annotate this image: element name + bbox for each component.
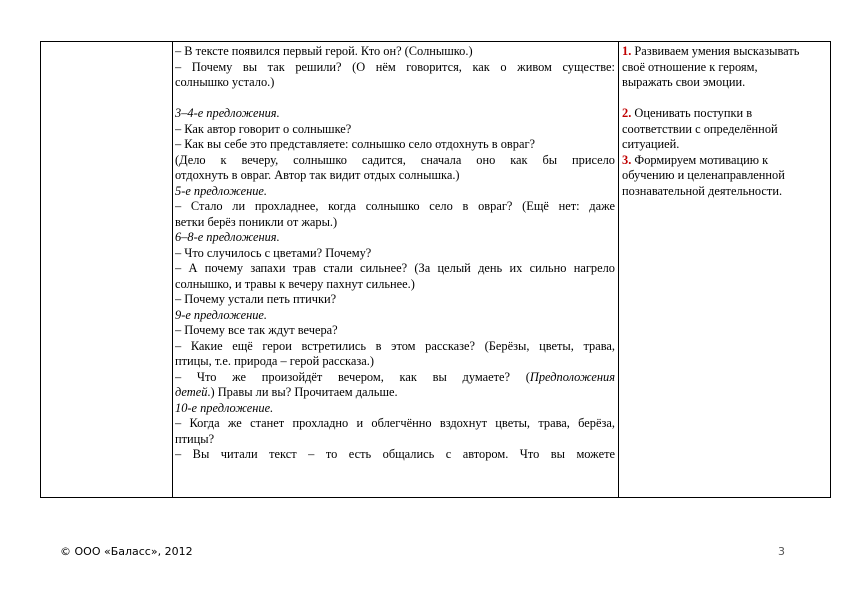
goal-number: 2.	[622, 106, 632, 120]
lesson-line: детей.) Правы ли вы? Прочитаем дальше.	[175, 385, 398, 399]
column-divider-right	[618, 42, 619, 497]
goal-text: Оценивать поступки в	[634, 106, 753, 120]
goal-text: ситуацией.	[622, 137, 680, 151]
lesson-line: ветки берёз поникли от жары.)	[175, 214, 338, 229]
lesson-line	[175, 91, 615, 107]
lesson-line: – Что случилось с цветами? Почему?	[175, 245, 372, 260]
goal-text: Развиваем умения высказывать	[634, 44, 800, 58]
column-divider-left	[172, 42, 173, 497]
lesson-line: отдохнуть в овраг. Автор так видит отдых солнышка.)	[175, 168, 460, 182]
section-heading: 3–4-е предложения.	[175, 106, 280, 120]
section-heading: 10-е предложение.	[175, 400, 274, 415]
lesson-line: птицы?	[175, 431, 215, 446]
lesson-line: птицы, т.е. природа – герой рассказа.)	[175, 354, 374, 368]
section-heading: 9-е предложение.	[175, 307, 268, 322]
lesson-line: – Какие ещё герои встретились в этом рассказе? (Берёзы, цветы, трава,	[175, 338, 615, 353]
section-heading: 5-е предложение.	[175, 183, 268, 198]
lesson-line: – В тексте появился первый герой. Кто он? (Солнышко.)	[175, 44, 473, 58]
lesson-line: (Дело к вечеру, солнышко садится, сначала оно как бы присело	[175, 152, 615, 167]
goal-text: обучению и целенаправленной	[622, 168, 785, 182]
lesson-line: – Когда же станет прохладно и облегчённо вздохнут цветы, трава, берёза,	[175, 416, 615, 430]
lesson-line: – Что же произойдёт вечером, как вы думаете? (Предположения	[175, 369, 615, 384]
goal-text: выражать свои эмоции.	[622, 75, 746, 89]
lesson-content-column	[175, 44, 615, 496]
goal-number: 3.	[622, 152, 632, 167]
lesson-line: – Почему устали петь птички?	[175, 292, 337, 306]
lesson-line: – Стало ли прохладнее, когда солнышко село в овраг? (Ещё нет: даже	[175, 199, 615, 213]
lesson-line: – Как автор говорит о солнышке?	[175, 121, 352, 136]
goal-item	[622, 153, 827, 200]
page-number: 3	[778, 545, 785, 558]
lesson-line: – Почему все так ждут вечера?	[175, 323, 338, 337]
goal-text: своё отношение к героям,	[622, 59, 758, 74]
lesson-line: – Почему вы так решили? (О нём говорится, как о живом существе:	[175, 59, 615, 74]
lesson-line: – А почему запахи трав стали сильнее? (За целый день их сильно нагрело	[175, 261, 615, 275]
goal-text: познавательной деятельности.	[622, 183, 783, 198]
lesson-line: солнышко, и травы к вечеру пахнут сильнее.)	[175, 276, 415, 291]
goal-number: 1.	[622, 44, 632, 58]
section-heading: 6–8-е предложения.	[175, 230, 280, 244]
footer-copyright: © ООО «Баласс», 2012	[60, 545, 193, 558]
lesson-table	[40, 41, 831, 498]
goal-item	[622, 44, 827, 91]
goal-item	[622, 106, 827, 153]
lesson-line: – Как вы себе это представляете: солнышко село отдохнуть в овраг?	[175, 137, 536, 151]
goals-column	[622, 44, 827, 199]
lesson-line: солнышко устало.)	[175, 75, 275, 89]
goal-text: Формируем мотивацию к	[634, 152, 769, 167]
goal-text: соответствии с определённой	[622, 121, 778, 136]
lesson-line: – Вы читали текст – то есть общались с автором. Что вы можете	[175, 447, 615, 461]
